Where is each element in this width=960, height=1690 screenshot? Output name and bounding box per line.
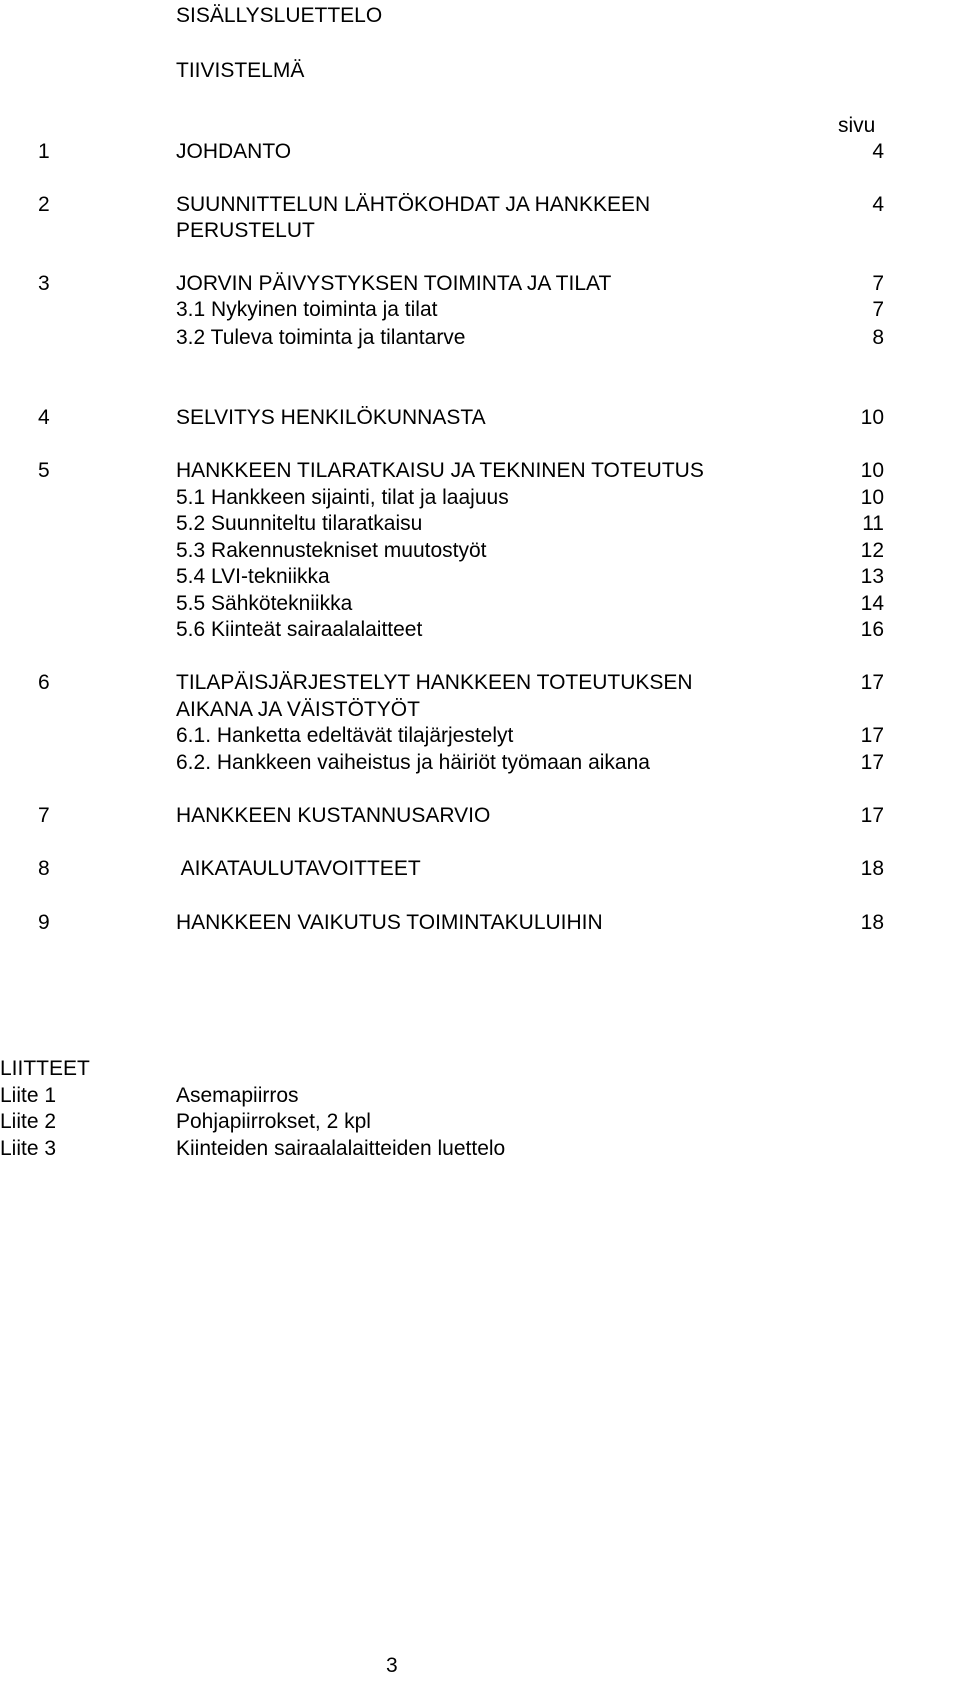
toc-title-9: HANKKEEN VAIKUTUS TOIMINTAKULUIHIN (176, 911, 603, 934)
toc-title-2-line2: PERUSTELUT (176, 219, 315, 242)
page-number: 3 (386, 1654, 398, 1677)
toc-number-7: 7 (38, 804, 50, 827)
toc-page-3: 7 (872, 272, 884, 295)
toc-page-9: 18 (860, 911, 884, 934)
toc-title-5: HANKKEEN TILARATKAISU JA TEKNINEN TOTEUTUS (176, 459, 704, 482)
appendix-title-1: Asemapiirros (176, 1084, 299, 1107)
toc-title-5-1: 5.1 Hankkeen sijainti, tilat ja laajuus (176, 486, 509, 509)
toc-page-4: 10 (860, 406, 884, 429)
toc-title-4: SELVITYS HENKILÖKUNNASTA (176, 406, 486, 429)
toc-page-6-1: 17 (860, 724, 884, 747)
toc-title-6: TILAPÄISJÄRJESTELYT HANKKEEN TOTEUTUKSEN (176, 671, 693, 694)
contents-heading: SISÄLLYSLUETTELO (176, 4, 383, 27)
toc-page-5-3: 12 (860, 539, 884, 562)
toc-title-5-4: 5.4 LVI-tekniikka (176, 565, 330, 588)
appendix-label-2: Liite 2 (0, 1110, 57, 1133)
toc-number-5: 5 (38, 459, 50, 482)
appendix-title-3: Kiinteiden sairaalalaitteiden luettelo (176, 1137, 506, 1160)
toc-page-5-1: 10 (860, 486, 884, 509)
toc-title-3-1: 3.1 Nykyinen toiminta ja tilat (176, 298, 438, 321)
toc-page-6-2: 17 (860, 751, 884, 774)
toc-title-5-6: 5.6 Kiinteät sairaalalaitteet (176, 618, 423, 641)
toc-page-7: 17 (860, 804, 884, 827)
toc-page-5-4: 13 (860, 565, 884, 588)
toc-number-1: 1 (38, 140, 50, 163)
toc-title-5-5: 5.5 Sähkötekniikka (176, 592, 353, 615)
toc-title-6-2: 6.2. Hankkeen vaiheistus ja häiriöt työmaan aikana (176, 751, 650, 774)
toc-number-6: 6 (38, 671, 50, 694)
toc-page-8: 18 (860, 857, 884, 880)
toc-number-9: 9 (38, 911, 50, 934)
toc-page-5: 10 (860, 459, 884, 482)
appendix-label-1: Liite 1 (0, 1084, 57, 1107)
toc-title-2: SUUNNITTELUN LÄHTÖKOHDAT JA HANKKEEN (176, 193, 651, 216)
toc-number-4: 4 (38, 406, 50, 429)
toc-page-5-2: 11 (862, 512, 884, 535)
toc-title-1: JOHDANTO (176, 140, 292, 163)
toc-page-3-2: 8 (872, 326, 884, 349)
toc-title-7: HANKKEEN KUSTANNUSARVIO (176, 804, 491, 827)
toc-title-6-1: 6.1. Hanketta edeltävät tilajärjestelyt (176, 724, 514, 747)
appendix-title-2: Pohjapiirrokset, 2 kpl (176, 1110, 371, 1133)
toc-page-5-6: 16 (860, 618, 884, 641)
toc-title-3: JORVIN PÄIVYSTYKSEN TOIMINTA JA TILAT (176, 272, 612, 295)
appendices-heading: LIITTEET (0, 1057, 90, 1080)
toc-page-2: 4 (872, 193, 884, 216)
toc-page-5-5: 14 (860, 592, 884, 615)
appendix-label-3: Liite 3 (0, 1137, 57, 1160)
toc-title-8: AIKATAULUTAVOITTEET (176, 857, 421, 880)
toc-number-3: 3 (38, 272, 50, 295)
toc-page-6: 17 (860, 671, 884, 694)
toc-title-5-2: 5.2 Suunniteltu tilaratkaisu (176, 512, 423, 535)
toc-number-2: 2 (38, 193, 50, 216)
summary-heading: TIIVISTELMÄ (176, 59, 305, 82)
toc-title-5-3: 5.3 Rakennustekniset muutostyöt (176, 539, 487, 562)
page-column-heading: sivu (838, 114, 876, 137)
toc-page-3-1: 7 (872, 298, 884, 321)
toc-number-8: 8 (38, 857, 50, 880)
toc-title-6-line2: AIKANA JA VÄISTÖTYÖT (176, 698, 420, 721)
toc-page-1: 4 (872, 140, 884, 163)
toc-title-3-2: 3.2 Tuleva toiminta ja tilantarve (176, 326, 466, 349)
